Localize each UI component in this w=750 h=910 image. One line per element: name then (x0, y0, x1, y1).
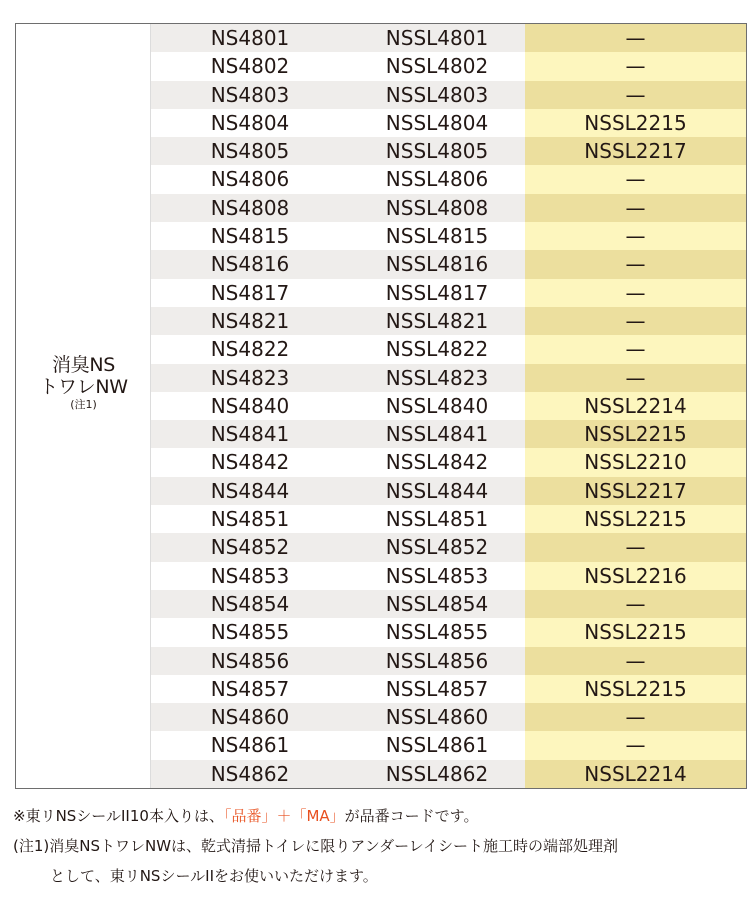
table-row (151, 52, 746, 80)
sealant-code-cell: NSSL2210 (525, 448, 746, 476)
sealant-code-cell: — (525, 590, 746, 618)
table-row (151, 675, 746, 703)
table-row (151, 618, 746, 646)
product-number-cell: NS4841 (151, 420, 349, 448)
product-number-cell: NS4851 (151, 505, 349, 533)
sealant-code-cell: NSSL2215 (525, 505, 746, 533)
seal-code-cell: NSSL4803 (349, 81, 525, 109)
seal-code-cell: NSSL4842 (349, 448, 525, 476)
product-number-cell: NS4842 (151, 448, 349, 476)
seal-code-cell: NSSL4808 (349, 194, 525, 222)
sealant-code-cell: — (525, 703, 746, 731)
table-row (151, 279, 746, 307)
seal-code-cell: NSSL4856 (349, 647, 525, 675)
note-product-code (13, 801, 748, 831)
note-1: (注1)消臭NSトワレNWは、乾式清掃トイレに限りアンダーレイシート施工時の端部処理剤 (13, 837, 619, 855)
table-row (151, 562, 746, 590)
seal-code-cell: NSSL4851 (349, 505, 525, 533)
product-number-cell: NS4821 (151, 307, 349, 335)
sealant-code-cell: NSSL2214 (525, 760, 746, 788)
product-number-cell: NS4816 (151, 250, 349, 278)
product-number-cell: NS4808 (151, 194, 349, 222)
product-number-cell: NS4840 (151, 392, 349, 420)
sealant-code-cell: — (525, 647, 746, 675)
seal-code-cell: NSSL4862 (349, 760, 525, 788)
seal-code-cell: NSSL4801 (349, 24, 525, 52)
sealant-code-cell: — (525, 81, 746, 109)
sealant-code-cell: — (525, 533, 746, 561)
table-row (151, 81, 746, 109)
seal-code-cell: NSSL4822 (349, 335, 525, 363)
sealant-code-cell: — (525, 279, 746, 307)
footnotes (13, 801, 748, 891)
sealant-code-cell: — (525, 194, 746, 222)
sealant-code-cell: NSSL2215 (525, 420, 746, 448)
note-product-code-suffix: が品番コードです。 (344, 807, 479, 825)
product-number-cell: NS4822 (151, 335, 349, 363)
sealant-code-cell: — (525, 222, 746, 250)
sealant-code-cell: NSSL2217 (525, 477, 746, 505)
sealant-code-cell: — (525, 364, 746, 392)
table-row (151, 647, 746, 675)
sealant-code-cell: — (525, 250, 746, 278)
product-number-cell: NS4803 (151, 81, 349, 109)
table-row (151, 392, 746, 420)
table-row (151, 420, 746, 448)
table-row (151, 307, 746, 335)
product-number-cell: NS4860 (151, 703, 349, 731)
product-number-cell: NS4801 (151, 24, 349, 52)
group-name-line2: トワレNW (39, 376, 128, 398)
table-row (151, 760, 746, 788)
seal-code-cell: NSSL4802 (349, 52, 525, 80)
table-row (151, 137, 746, 165)
table-row (151, 364, 746, 392)
table-row (151, 448, 746, 476)
product-number-cell: NS4861 (151, 731, 349, 759)
sealant-code-cell: — (525, 335, 746, 363)
seal-code-cell: NSSL4816 (349, 250, 525, 278)
sealant-code-cell: NSSL2215 (525, 109, 746, 137)
table-row (151, 165, 746, 193)
seal-code-cell: NSSL4860 (349, 703, 525, 731)
table-row (151, 703, 746, 731)
product-number-cell: NS4862 (151, 760, 349, 788)
sealant-code-cell: NSSL2215 (525, 675, 746, 703)
table-row (151, 533, 746, 561)
product-number-cell: NS4857 (151, 675, 349, 703)
sealant-code-cell: — (525, 731, 746, 759)
sealant-code-cell: — (525, 165, 746, 193)
product-number-cell: NS4802 (151, 52, 349, 80)
table-body (151, 24, 746, 788)
table-row (151, 250, 746, 278)
seal-code-cell: NSSL4841 (349, 420, 525, 448)
seal-code-cell: NSSL4861 (349, 731, 525, 759)
table-row (151, 109, 746, 137)
table-row (151, 194, 746, 222)
sealant-code-cell: — (525, 24, 746, 52)
seal-code-cell: NSSL4844 (349, 477, 525, 505)
seal-code-cell: NSSL4804 (349, 109, 525, 137)
product-number-cell: NS4854 (151, 590, 349, 618)
product-number-cell: NS4806 (151, 165, 349, 193)
sealant-code-cell: NSSL2214 (525, 392, 746, 420)
seal-code-cell: NSSL4854 (349, 590, 525, 618)
table-row (151, 335, 746, 363)
note-product-code-highlight: 「品番」＋「MA」 (223, 807, 345, 825)
product-number-cell: NS4855 (151, 618, 349, 646)
table-row (151, 477, 746, 505)
product-number-cell: NS4815 (151, 222, 349, 250)
table-row (151, 590, 746, 618)
table-row (151, 24, 746, 52)
seal-code-cell: NSSL4815 (349, 222, 525, 250)
product-number-cell: NS4852 (151, 533, 349, 561)
product-number-cell: NS4804 (151, 109, 349, 137)
note-1-continued: として、東リNSシールIIをお使いいただけます。 (50, 867, 378, 885)
table-row (151, 731, 746, 759)
sealant-code-cell: NSSL2215 (525, 618, 746, 646)
seal-code-cell: NSSL4805 (349, 137, 525, 165)
product-group-label (16, 354, 151, 412)
product-number-cell: NS4844 (151, 477, 349, 505)
product-number-cell: NS4853 (151, 562, 349, 590)
product-number-cell: NS4856 (151, 647, 349, 675)
note-product-code-prefix: ※東リNSシールII10本入りは、 (13, 807, 224, 825)
sealant-code-cell: — (525, 307, 746, 335)
seal-code-cell: NSSL4806 (349, 165, 525, 193)
table-row (151, 505, 746, 533)
product-number-cell: NS4823 (151, 364, 349, 392)
seal-code-cell: NSSL4852 (349, 533, 525, 561)
group-note-ref: (注1) (70, 398, 97, 411)
group-name-line1: 消臭NS (51, 354, 116, 376)
sealant-code-cell: — (525, 52, 746, 80)
product-number-cell: NS4817 (151, 279, 349, 307)
product-code-table (15, 23, 747, 789)
seal-code-cell: NSSL4855 (349, 618, 525, 646)
seal-code-cell: NSSL4823 (349, 364, 525, 392)
seal-code-cell: NSSL4817 (349, 279, 525, 307)
seal-code-cell: NSSL4853 (349, 562, 525, 590)
product-number-cell: NS4805 (151, 137, 349, 165)
sealant-code-cell: NSSL2217 (525, 137, 746, 165)
table-row (151, 222, 746, 250)
seal-code-cell: NSSL4857 (349, 675, 525, 703)
seal-code-cell: NSSL4821 (349, 307, 525, 335)
seal-code-cell: NSSL4840 (349, 392, 525, 420)
sealant-code-cell: NSSL2216 (525, 562, 746, 590)
product-group-cell (16, 24, 151, 788)
